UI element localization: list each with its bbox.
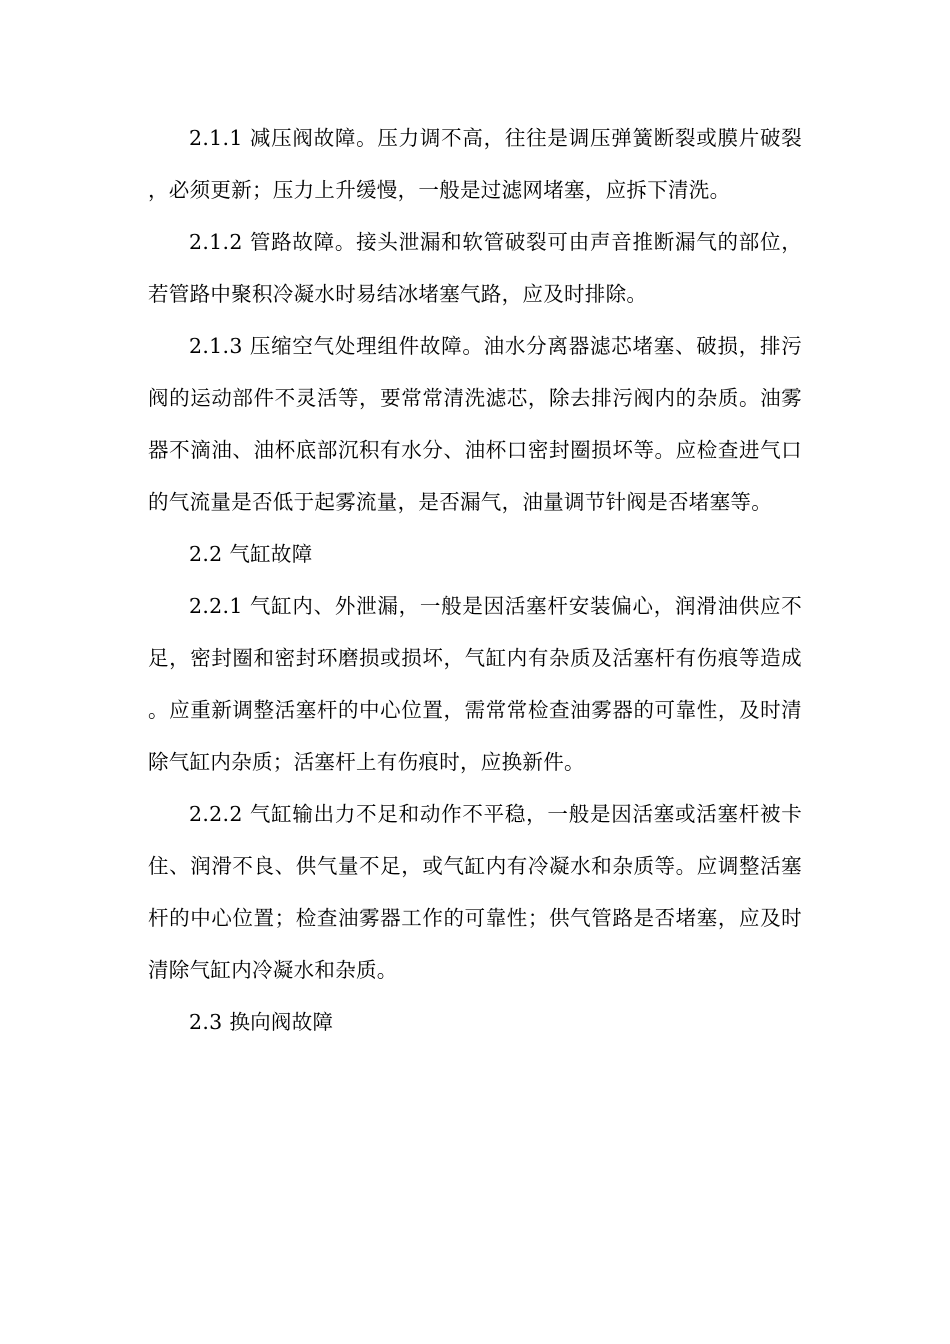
paragraph-2-2-1: 2.2.1 气缸内、外泄漏，一般是因活塞杆安装偏心，润滑油供应不足，密封圈和密封环磨损或损坏，气缸内有杂质及活塞杆有伤痕等造成。应重新调整活塞杆的中心位置，需常常检查油雾器的可靠性，及时清除气缸内杂质；活塞杆上有伤痕时，应换新件。 [148,594,802,774]
paragraph-2-2-2: 2.2.2 气缸输出力不足和动作不平稳，一般是因活塞或活塞杆被卡住、润滑不良、供气量不足，或气缸内有冷凝水和杂质等。应调整活塞杆的中心位置；检查油雾器工作的可靠性；供气管路是否堵塞，应及时清除气缸内冷凝水和杂质。 [148,802,802,982]
document-body [148,112,802,1048]
section-heading-2-2: 2.2 气缸故障 [189,542,313,566]
paragraph-2-1-1: 2.1.1 减压阀故障。压力调不高，往往是调压弹簧断裂或膜片破裂，必须更新；压力上升缓慢，一般是过滤网堵塞，应拆下清洗。 [148,126,802,202]
paragraph-2-1-2: 2.1.2 管路故障。接头泄漏和软管破裂可由声音推断漏气的部位，若管路中聚积冷凝水时易结冰堵塞气路，应及时排除。 [148,230,802,306]
section-heading-2-3: 2.3 换向阀故障 [189,1010,334,1034]
paragraph-2-1-3: 2.1.3 压缩空气处理组件故障。油水分离器滤芯堵塞、破损，排污阀的运动部件不灵活等，要常常清洗滤芯，除去排污阀内的杂质。油雾器不滴油、油杯底部沉积有水分、油杯口密封圈损坏等。应检查进气口的气流量是否低于起雾流量，是否漏气，油量调节针阀是否堵塞等。 [148,334,802,514]
